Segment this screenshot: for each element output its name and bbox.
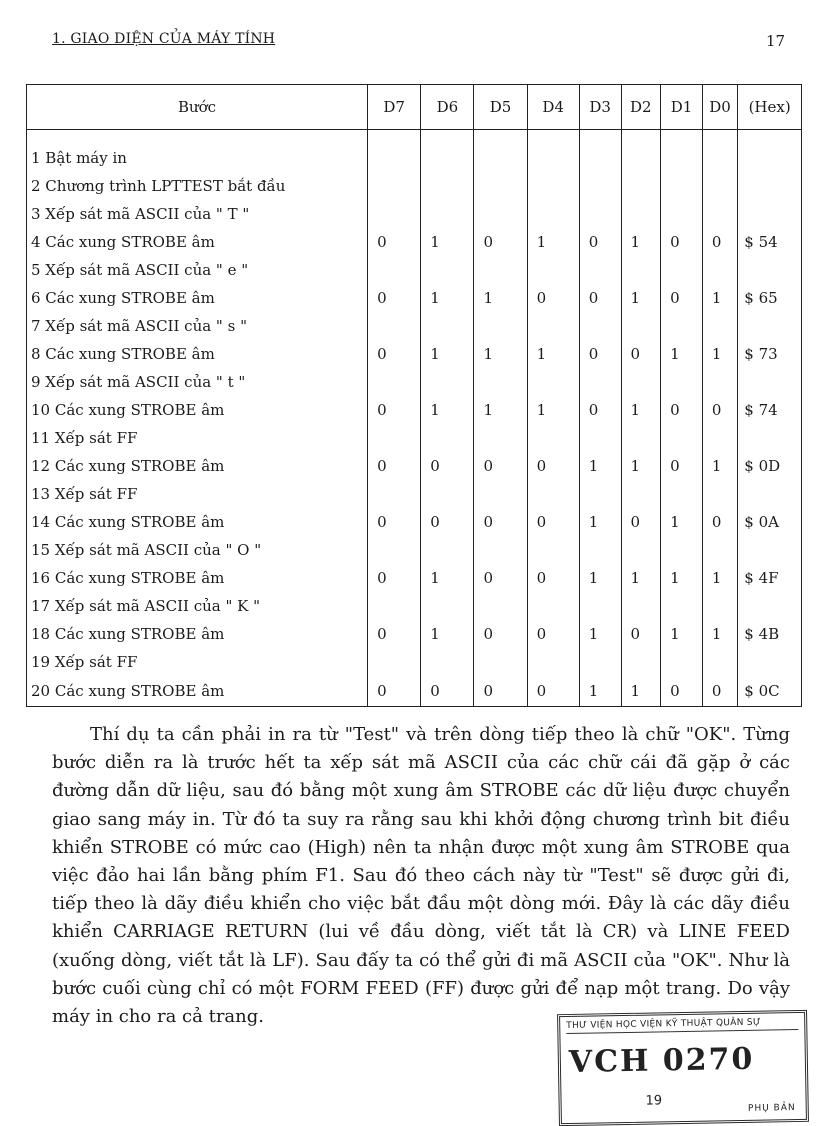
bit-cell-d4	[527, 368, 579, 396]
bit-cell-d3: 1	[579, 508, 621, 536]
bit-cell-d7	[368, 130, 421, 173]
bit-cell-d4	[527, 256, 579, 284]
bit-cell-d1: 0	[661, 228, 703, 256]
bit-cell-d0	[702, 368, 737, 396]
step-cell: 2 Chương trình LPTTEST bắt đầu	[27, 172, 368, 200]
bit-cell-d0	[702, 256, 737, 284]
bit-cell-d2: 1	[621, 564, 661, 592]
bit-cell-d7	[368, 368, 421, 396]
col-header-d6: D6	[421, 85, 474, 130]
bit-cell-d5: 0	[474, 564, 527, 592]
bit-cell-d0: 1	[702, 564, 737, 592]
bit-cell-d6	[421, 256, 474, 284]
bit-cell-d6: 0	[421, 676, 474, 707]
table-row	[27, 256, 802, 284]
col-header-d2: D2	[621, 85, 661, 130]
bit-cell-d4: 0	[527, 620, 579, 648]
col-header-d1: D1	[661, 85, 703, 130]
bit-cell-d6: 1	[421, 620, 474, 648]
table-row	[27, 564, 802, 592]
bit-cell-d5	[474, 256, 527, 284]
bit-cell-d6: 1	[421, 228, 474, 256]
bit-cell-d0: 1	[702, 452, 737, 480]
bit-cell-d2	[621, 172, 661, 200]
step-cell: 1 Bật máy in	[27, 130, 368, 173]
step-cell: 7 Xếp sát mã ASCII của " s "	[27, 312, 368, 340]
step-cell: 8 Các xung STROBE âm	[27, 340, 368, 368]
chapter-header: 1. GIAO DIỆN CỦA MÁY TÍNH	[52, 31, 276, 47]
step-cell: 13 Xếp sát FF	[27, 480, 368, 508]
bit-cell-d0: 1	[702, 340, 737, 368]
bit-cell-d2: 1	[621, 676, 661, 707]
bit-cell-d2: 1	[621, 284, 661, 312]
col-header-hex: (Hex)	[738, 85, 802, 130]
bit-cell-d6	[421, 368, 474, 396]
bit-cell-d3	[579, 536, 621, 564]
hex-cell: $ 0D	[738, 452, 802, 480]
bit-cell-d2	[621, 648, 661, 676]
table-body	[27, 130, 802, 707]
bit-cell-d7: 0	[368, 228, 421, 256]
table-row	[27, 172, 802, 200]
hex-cell: $ 0A	[738, 508, 802, 536]
bit-cell-d3	[579, 130, 621, 173]
stamp-library-name: THƯ VIỆN HỌC VIỆN KỸ THUẬT QUÂN SỰ	[566, 1017, 798, 1034]
bit-cell-d1: 0	[661, 676, 703, 707]
bit-cell-d6	[421, 480, 474, 508]
bit-cell-d3: 1	[579, 452, 621, 480]
step-cell: 11 Xếp sát FF	[27, 424, 368, 452]
col-header-d7: D7	[368, 85, 421, 130]
bit-cell-d6: 1	[421, 340, 474, 368]
bit-cell-d4: 0	[527, 284, 579, 312]
bit-cell-d2: 0	[621, 620, 661, 648]
hex-cell	[738, 172, 802, 200]
bit-cell-d1	[661, 172, 703, 200]
bit-cell-d4: 0	[527, 676, 579, 707]
bit-cell-d5	[474, 200, 527, 228]
bit-cell-d6	[421, 536, 474, 564]
library-stamp	[557, 1010, 809, 1126]
bit-cell-d4	[527, 312, 579, 340]
table-row	[27, 592, 802, 620]
hex-cell	[738, 424, 802, 452]
bit-cell-d6	[421, 312, 474, 340]
body-paragraph: Thí dụ ta cần phải in ra từ "Test" và trên dòng tiếp theo là chữ "OK". Từng bước diễn ra là trước hết ta xếp sát mã ASCII của các chữ cái đã gặp ở các đường dẫn dữ liệu, sau đó bằng một xung âm STROBE các dữ liệu được chuyển giao sang máy in. Từ đó ta suy ra rằng sau khi khởi động chương trình bit điều khiển STROBE có mức cao (High) nên ta nhận được một xung âm STROBE qua việc đảo hai lần bằng phím F1. Sau đó theo cách này từ "Test" sẽ được gửi đi, tiếp theo là dãy điều khiển cho việc bắt đầu một dòng mới. Đây là các dãy điều khiển CARRIAGE RETURN (lui về đầu dòng, viết tắt là CR) và LINE FEED (xuống dòng, viết tắt là LF). Sau đấy ta có thể gửi đi mã ASCII của "OK". Như là bước cuối cùng chỉ có một FORM FEED (FF) được gửi để nạp một trang. Do vậy máy in cho ra cả trang.	[52, 724, 790, 1028]
bit-cell-d4: 0	[527, 452, 579, 480]
bit-cell-d0: 0	[702, 676, 737, 707]
bit-cell-d5: 1	[474, 284, 527, 312]
bit-cell-d2: 0	[621, 508, 661, 536]
stamp-label: PHỤ BẢN	[747, 1103, 796, 1114]
bit-cell-d6: 1	[421, 396, 474, 424]
bit-cell-d7	[368, 172, 421, 200]
bit-cell-d7	[368, 480, 421, 508]
bit-cell-d2	[621, 480, 661, 508]
bit-cell-d3	[579, 172, 621, 200]
bit-cell-d1: 1	[661, 340, 703, 368]
bit-cell-d7	[368, 200, 421, 228]
bit-cell-d3: 0	[579, 284, 621, 312]
bit-cell-d5: 0	[474, 452, 527, 480]
table-row	[27, 480, 802, 508]
step-cell: 19 Xếp sát FF	[27, 648, 368, 676]
bit-cell-d7: 0	[368, 676, 421, 707]
hex-cell	[738, 648, 802, 676]
bit-cell-d7	[368, 592, 421, 620]
bit-cell-d7	[368, 536, 421, 564]
bit-cell-d2	[621, 256, 661, 284]
bit-cell-d4	[527, 200, 579, 228]
table-row	[27, 284, 802, 312]
col-header-d5: D5	[474, 85, 527, 130]
bit-cell-d3: 0	[579, 396, 621, 424]
bit-cell-d5	[474, 368, 527, 396]
table-row	[27, 396, 802, 424]
bit-cell-d1	[661, 130, 703, 173]
bit-cell-d4	[527, 648, 579, 676]
bit-cell-d2	[621, 130, 661, 173]
hex-cell: $ 4B	[738, 620, 802, 648]
bit-cell-d5	[474, 312, 527, 340]
bit-cell-d1	[661, 256, 703, 284]
stamp-code: VCH 0270	[568, 1041, 755, 1080]
bit-cell-d7: 0	[368, 284, 421, 312]
bit-cell-d4	[527, 592, 579, 620]
bit-cell-d5: 0	[474, 508, 527, 536]
bit-cell-d3	[579, 368, 621, 396]
hex-cell: $ 73	[738, 340, 802, 368]
table-row	[27, 368, 802, 396]
bit-cell-d3	[579, 592, 621, 620]
col-header-d4: D4	[527, 85, 579, 130]
bit-cell-d7: 0	[368, 620, 421, 648]
step-cell: 18 Các xung STROBE âm	[27, 620, 368, 648]
bit-cell-d2: 1	[621, 228, 661, 256]
bit-cell-d0: 0	[702, 228, 737, 256]
bit-cell-d4	[527, 424, 579, 452]
bit-cell-d6: 0	[421, 452, 474, 480]
bit-cell-d1	[661, 536, 703, 564]
step-cell: 14 Các xung STROBE âm	[27, 508, 368, 536]
bit-cell-d0: 1	[702, 284, 737, 312]
bit-cell-d5	[474, 648, 527, 676]
table-row	[27, 130, 802, 173]
table-row	[27, 620, 802, 648]
bit-cell-d6	[421, 648, 474, 676]
step-cell: 16 Các xung STROBE âm	[27, 564, 368, 592]
hex-cell: $ 4F	[738, 564, 802, 592]
bit-cell-d4: 0	[527, 564, 579, 592]
bit-cell-d4: 1	[527, 396, 579, 424]
bit-cell-d4: 0	[527, 508, 579, 536]
bit-cell-d5	[474, 592, 527, 620]
bit-cell-d0	[702, 312, 737, 340]
bit-cell-d5	[474, 536, 527, 564]
bit-cell-d5: 1	[474, 396, 527, 424]
bit-cell-d2	[621, 368, 661, 396]
bit-cell-d7	[368, 312, 421, 340]
bit-cell-d7	[368, 648, 421, 676]
hex-cell	[738, 256, 802, 284]
step-cell: 4 Các xung STROBE âm	[27, 228, 368, 256]
step-cell: 3 Xếp sát mã ASCII của " T "	[27, 200, 368, 228]
col-header-d0: D0	[702, 85, 737, 130]
bit-cell-d3	[579, 256, 621, 284]
bit-cell-d7	[368, 424, 421, 452]
step-cell: 15 Xếp sát mã ASCII của " O "	[27, 536, 368, 564]
bit-cell-d1	[661, 424, 703, 452]
bit-cell-d3: 1	[579, 564, 621, 592]
bit-cell-d1: 1	[661, 620, 703, 648]
bit-cell-d6	[421, 200, 474, 228]
table-row	[27, 648, 802, 676]
bit-cell-d1: 1	[661, 508, 703, 536]
bit-cell-d6: 0	[421, 508, 474, 536]
bit-cell-d0: 1	[702, 620, 737, 648]
bit-cell-d7: 0	[368, 564, 421, 592]
bit-cell-d0	[702, 130, 737, 173]
bit-cell-d3: 1	[579, 676, 621, 707]
bit-cell-d7: 0	[368, 452, 421, 480]
bit-cell-d5	[474, 172, 527, 200]
bit-cell-d6: 1	[421, 564, 474, 592]
table-row	[27, 452, 802, 480]
bit-cell-d0: 0	[702, 396, 737, 424]
step-cell: 10 Các xung STROBE âm	[27, 396, 368, 424]
bit-cell-d3: 0	[579, 340, 621, 368]
hex-cell: $ 0C	[738, 676, 802, 707]
bit-cell-d2: 1	[621, 396, 661, 424]
bit-cell-d4: 1	[527, 340, 579, 368]
bit-cell-d2	[621, 424, 661, 452]
bit-cell-d2: 1	[621, 452, 661, 480]
bit-cell-d6	[421, 592, 474, 620]
bit-cell-d0	[702, 536, 737, 564]
bit-cell-d0	[702, 648, 737, 676]
table-row	[27, 312, 802, 340]
step-cell: 9 Xếp sát mã ASCII của " t "	[27, 368, 368, 396]
bit-cell-d7: 0	[368, 396, 421, 424]
bit-cell-d2	[621, 312, 661, 340]
bit-cell-d1: 1	[661, 564, 703, 592]
step-cell: 20 Các xung STROBE âm	[27, 676, 368, 707]
step-cell: 12 Các xung STROBE âm	[27, 452, 368, 480]
hex-cell: $ 74	[738, 396, 802, 424]
hex-cell	[738, 536, 802, 564]
bit-cell-d3: 0	[579, 228, 621, 256]
table-row	[27, 228, 802, 256]
hex-cell	[738, 200, 802, 228]
bit-cell-d7: 0	[368, 508, 421, 536]
stamp-number: 19	[645, 1093, 663, 1109]
table-row	[27, 676, 802, 707]
bit-cell-d3	[579, 480, 621, 508]
table-row	[27, 424, 802, 452]
col-header-step: Bước	[27, 85, 368, 130]
bit-cell-d4	[527, 536, 579, 564]
bit-cell-d0	[702, 480, 737, 508]
bit-cell-d1	[661, 312, 703, 340]
hex-cell: $ 65	[738, 284, 802, 312]
bit-cell-d5	[474, 424, 527, 452]
hex-cell	[738, 312, 802, 340]
bit-cell-d5: 0	[474, 228, 527, 256]
step-cell: 5 Xếp sát mã ASCII của " e "	[27, 256, 368, 284]
bit-cell-d0	[702, 172, 737, 200]
bit-cell-d2: 0	[621, 340, 661, 368]
bit-cell-d3	[579, 312, 621, 340]
hex-cell: $ 54	[738, 228, 802, 256]
page-number: 17	[766, 32, 786, 50]
bit-cell-d3	[579, 424, 621, 452]
hex-cell	[738, 480, 802, 508]
table-row	[27, 200, 802, 228]
bit-cell-d5	[474, 480, 527, 508]
table-header-row	[27, 85, 802, 130]
bit-cell-d1	[661, 592, 703, 620]
step-cell: 6 Các xung STROBE âm	[27, 284, 368, 312]
bit-cell-d1	[661, 480, 703, 508]
bit-cell-d0	[702, 200, 737, 228]
bit-cell-d0	[702, 592, 737, 620]
bit-cell-d0	[702, 424, 737, 452]
col-header-d3: D3	[579, 85, 621, 130]
bit-cell-d1: 0	[661, 284, 703, 312]
bit-cell-d6	[421, 172, 474, 200]
bit-cell-d1	[661, 648, 703, 676]
table-row	[27, 340, 802, 368]
bit-cell-d5: 1	[474, 340, 527, 368]
bit-cell-d2	[621, 536, 661, 564]
bit-cell-d1: 0	[661, 452, 703, 480]
table-row	[27, 536, 802, 564]
bit-cell-d1: 0	[661, 396, 703, 424]
hex-cell	[738, 368, 802, 396]
bit-cell-d0: 0	[702, 508, 737, 536]
bit-cell-d6	[421, 130, 474, 173]
bit-cell-d7: 0	[368, 340, 421, 368]
bit-cell-d4: 1	[527, 228, 579, 256]
bit-cell-d5: 0	[474, 676, 527, 707]
hex-cell	[738, 592, 802, 620]
bit-cell-d2	[621, 592, 661, 620]
bit-cell-d2	[621, 200, 661, 228]
bit-cell-d1	[661, 368, 703, 396]
bit-cell-d5: 0	[474, 620, 527, 648]
bit-cell-d4	[527, 172, 579, 200]
table-row	[27, 508, 802, 536]
hex-cell	[738, 130, 802, 173]
bit-cell-d6: 1	[421, 284, 474, 312]
bit-cell-d3	[579, 648, 621, 676]
bit-cell-d7	[368, 256, 421, 284]
step-cell: 17 Xếp sát mã ASCII của " K "	[27, 592, 368, 620]
bit-cell-d6	[421, 424, 474, 452]
bit-cell-d3	[579, 200, 621, 228]
bit-cell-d4	[527, 130, 579, 173]
bit-cell-d1	[661, 200, 703, 228]
bit-cell-d5	[474, 130, 527, 173]
bit-cell-d4	[527, 480, 579, 508]
bit-cell-d3: 1	[579, 620, 621, 648]
ascii-steps-table	[26, 84, 802, 707]
